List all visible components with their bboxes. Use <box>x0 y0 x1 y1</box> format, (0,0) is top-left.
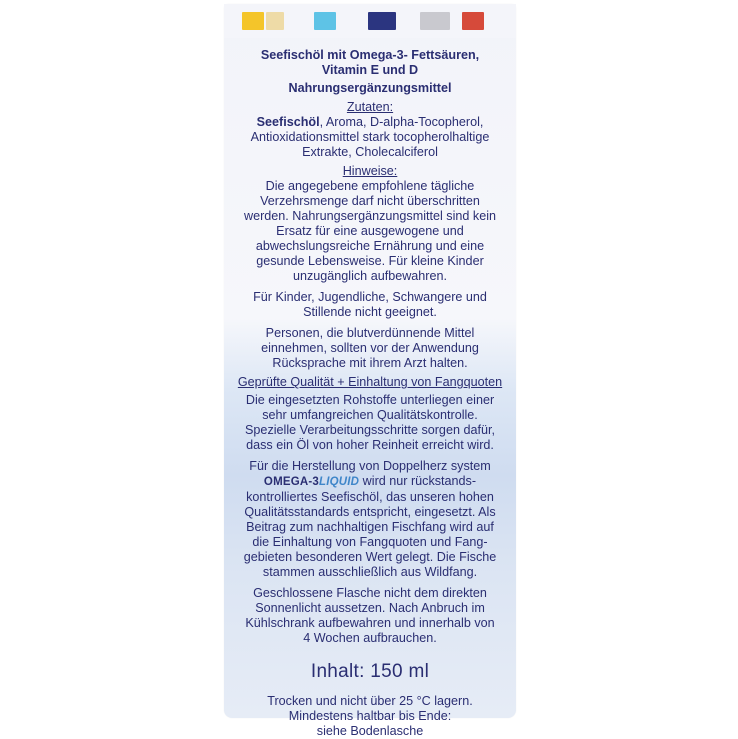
quality-heading: Geprüfte Qualität + Einhaltung von Fangquoten <box>237 375 503 389</box>
quality-paragraph-2 <box>224 459 516 580</box>
text-line: stammen ausschließlich aus Wildfang. <box>262 565 478 579</box>
quality-paragraph-3 <box>224 586 516 646</box>
brand-omega: OMEGA-3 <box>263 476 319 488</box>
top-color-chip-navy <box>368 12 396 30</box>
text-line: Verzehrsmenge darf nicht überschritten <box>260 194 480 208</box>
brand-liquid: LIQUID <box>319 476 360 488</box>
product-box-back <box>224 4 516 738</box>
ingredients-line1-rest: , Aroma, D-alpha-Tocopherol, <box>319 115 484 129</box>
product-title-line2: Vitamin E und D <box>321 63 419 77</box>
text-line: Für Kinder, Jugendliche, Schwangere und <box>253 290 487 304</box>
text-line: sehr umfangreichen Qualitätskontrolle. <box>262 408 478 422</box>
volume-label: Inhalt: 150 ml <box>310 661 430 682</box>
ingredients-line1 <box>224 115 516 130</box>
text-line: abwechslungsreiche Ernährung und eine <box>255 239 485 253</box>
ingredients-line3: Extrakte, Cholecalciferol <box>302 145 438 159</box>
notes-heading: Hinweise: <box>342 164 398 178</box>
top-color-chip-yellow <box>242 12 264 30</box>
text-line: Personen, die blutverdünnende Mittel <box>265 326 475 340</box>
text-line: gebieten besonderen Wert gelegt. Die Fische <box>243 550 497 564</box>
brand-line-rest: wird nur rückstands- <box>359 474 477 488</box>
text-line: Ersatz für eine ausgewogene und <box>276 224 464 238</box>
top-color-chip-red <box>462 12 484 30</box>
product-category: Nahrungsergänzungsmittel <box>288 81 452 95</box>
notes-paragraph-3 <box>224 326 516 371</box>
notes-paragraph-1 <box>224 179 516 284</box>
text-line: die Einhaltung von Fangquoten und Fang- <box>252 535 488 549</box>
text-line: Kühlschrank aufbewahren und innerhalb von <box>245 616 495 630</box>
notes-paragraph-2 <box>224 290 516 320</box>
quality-paragraph-1 <box>224 393 516 453</box>
text-line: Die angegebene empfohlene tägliche <box>265 179 475 193</box>
text-line: unzugänglich aufbewahren. <box>292 269 448 283</box>
ingredients-heading: Zutaten: <box>346 100 394 114</box>
storage-info <box>224 694 516 739</box>
text-line: Qualitätsstandards entspricht, eingesetzt. Als <box>244 505 496 519</box>
text-line: Rücksprache mit ihrem Arzt halten. <box>272 356 468 370</box>
text-line: einnehmen, sollten vor der Anwendung <box>261 341 479 355</box>
ingredients-line2: Antioxidationsmittel stark tocopherolhaltige <box>250 130 490 144</box>
text-line: 4 Wochen aufbrauchen. <box>303 631 437 645</box>
text-line: kontrolliertes Seefischöl, das unseren hohen <box>246 490 494 504</box>
product-title-line1: Seefischöl mit Omega-3- Fettsäuren, <box>260 48 480 62</box>
text-line: gesunde Lebensweise. Für kleine Kinder <box>256 254 484 268</box>
text-line: Die eingesetzten Rohstoffe unterliegen einer <box>245 393 495 407</box>
text-line: Beitrag zum nachhaltigen Fischfang wird auf <box>246 520 494 534</box>
text-line: Spezielle Verarbeitungsschritte sorgen dafür, <box>245 423 495 437</box>
top-color-chip-cyan <box>314 12 336 30</box>
text-line: Mindestens haltbar bis Ende: <box>288 709 452 723</box>
text-line: Geschlossene Flasche nicht dem direkten <box>253 586 487 600</box>
brand-line <box>224 474 516 490</box>
text-line: dass ein Öl von hoher Reinheit erreicht wird. <box>246 438 494 452</box>
top-color-chip-light <box>266 12 284 30</box>
brand-logo-text <box>264 476 359 488</box>
text-line: Stillende nicht geeignet. <box>303 305 437 319</box>
text-line: Für die Herstellung von Doppelherz system <box>249 459 491 473</box>
label-text <box>224 48 516 739</box>
text-line: siehe Bodenlasche <box>316 724 424 738</box>
ingredient-main: Seefischöl <box>256 115 320 129</box>
top-color-chip-grey <box>420 12 450 30</box>
text-line: Trocken und nicht über 25 °C lagern. <box>267 694 473 708</box>
text-line: werden. Nahrungsergänzungsmittel sind kein <box>243 209 497 223</box>
top-printed-strip <box>224 4 516 38</box>
text-line: Sonnenlicht aussetzen. Nach Anbruch im <box>255 601 485 615</box>
